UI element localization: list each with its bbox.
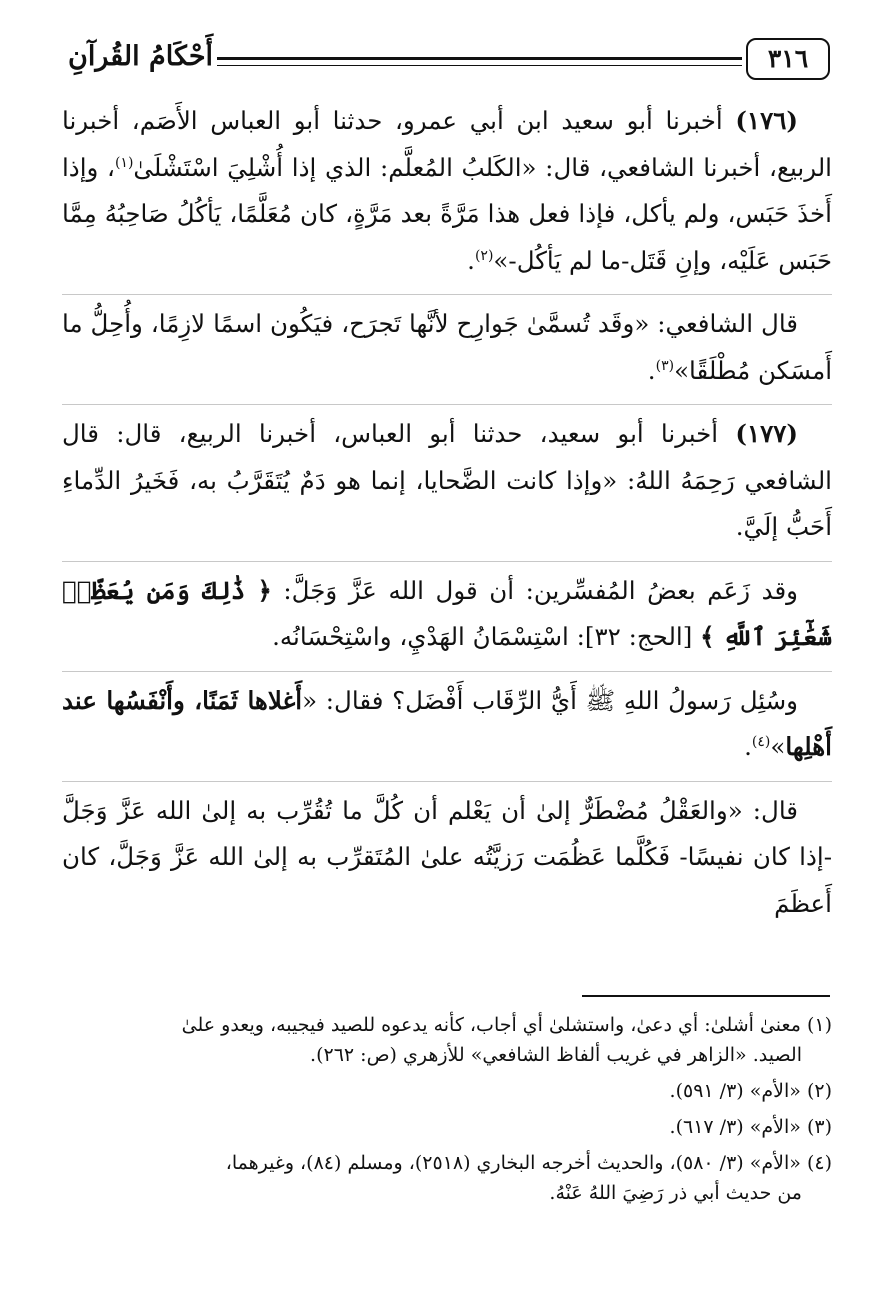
header-rule — [217, 57, 742, 66]
paragraph-text: أخبرنا أبو سعيد، حدثنا أبو العباس، أخبرنا الربيع، قال: قال الشافعي رَحِمَهُ اللهُ: «وإذا كانت الضَّحايا، إنما هو دَمٌ يُتَقَرَّبُ به، فَخَيرُ الدِّماءِ أَحَبُّ إلَيَّ. — [62, 419, 832, 541]
footnote-4 — [62, 1148, 832, 1208]
book-title: أَحْكَامُ القُرآنِ — [68, 40, 214, 72]
hadith-answer: أَغلاها ثَمَنًا، وأَنْفَسُها عند أَهْلِها — [62, 685, 832, 761]
paragraph-mufassirin — [62, 561, 832, 671]
quran-verse: ﴿ ذَٰلِكَ وَمَن يُعَظِّمۡ شَعَٰٓئِرَ ٱللَّهِ ﴾ — [62, 575, 832, 651]
footnote-label: (١) — [806, 1014, 832, 1036]
paragraph-177 — [62, 404, 832, 561]
paragraph-text: وسُئِل رَسولُ اللهِ ﷺ أَيُّ الرِّقَاب أَفْضَل؟ فقال: « — [302, 685, 799, 715]
paragraph-aql — [62, 781, 832, 938]
paragraph-text: ، وإذا أَخذَ حَبَس، ولم يأكل، فإذا فعل هذا مَرَّةً بعد مَرَّةٍ، كان مُعَلَّمًا، يَأكُلُ صَاحِبُهُ مِمَّا حَبَس عَلَيْه، وإنِ قَتَل-ما لم يَأكُل-» — [62, 152, 832, 275]
page-number: ٣١٦ — [746, 38, 830, 80]
paragraph-text: أخبرنا أبو سعيد ابن أبي عمرو، حدثنا أبو العباس الأَصَم، أخبرنا الربيع، أخبرنا الشافعي، قال: «الكَلبُ المُعلَّم: الذي إذا أُشْلِيَ اسْتَشْلَىٰ — [62, 106, 832, 182]
footnote-separator — [582, 995, 830, 997]
footnote-text: «الأم» (٣/ ٥٨٠)، والحديث أخرجه البخاري (٢٥١٨)، ومسلم (٨٤)، وغيرهما، — [225, 1152, 801, 1174]
footnote-ref[interactable]: (١) — [114, 154, 134, 171]
footnote-label: (٢) — [806, 1080, 832, 1102]
footnote-ref[interactable]: (٣) — [655, 357, 675, 374]
footnote-label: (٤) — [806, 1152, 832, 1174]
paragraph-riqab: وسُئِل رَسولُ اللهِ ﷺ أَيُّ الرِّقَاب أَفْضَل؟ فقال: «أَغلاها ثَمَنًا، وأَنْفَسُها عند أَهْلِها»$^{(٤)}$. — [62, 671, 832, 781]
footnote-ref[interactable]: (٤) — [751, 733, 771, 750]
footnote-1 — [62, 1010, 832, 1070]
paragraph-176: (١٧٦) أخبرنا أبو سعيد ابن أبي عمرو، حدثنا أبو العباس الأَصَم، أخبرنا الربيع، أخبرنا الشافعي، قال: «الكَلبُ المُعلَّم: الذي إذا أُشْلِيَ اسْتَشْلَىٰ$^{(١)}$، وإذا أَخذَ حَبَس، ولم يأكل، فإذا فعل هذا مَرَّةً بعد مَرَّةٍ، كان مُعَلَّمًا، يَأكُلُ صَاحِبُهُ مِمَّا حَبَس عَلَيْه، وإنِ قَتَل-ما لم يَأكُل-»$^{(٢)}$. — [62, 106, 832, 275]
paragraph-text: قال الشافعي: «وقَد تُسمَّىٰ جَوارِح لأنَّها تَجرَح، فيَكُون اسمًا لازِمًا، وأُحِلُّ ما أَمسَكن مُطْلَقًا» — [62, 309, 832, 385]
footnote-text: «الأم» (٣/ ٦١٧). — [669, 1116, 801, 1138]
footnote-ref[interactable]: (٢) — [474, 247, 494, 264]
main-text — [62, 92, 832, 937]
report-number: (١٧٦) — [735, 106, 798, 135]
report-number: (١٧٧) — [735, 419, 799, 448]
footnote-2 — [62, 1076, 832, 1106]
paragraph-text: [الحج: ٣٢]: اسْتِسْمَانُ الهَدْيِ، واسْتِحْسَانُه. — [272, 622, 693, 651]
footnote-text: «الأم» (٣/ ٥٩١). — [669, 1080, 801, 1102]
footnote-text: من حديث أبي ذر رَضِيَ اللهُ عَنْهُ. — [549, 1182, 802, 1204]
paragraph-text: قال: «والعَقْلُ مُضْطَرٌّ إلىٰ أن يَعْلم أن كُلَّ ما تُقُرِّب به إلىٰ الله عَزَّ وَجَلَّ -إذا كان نفيسًا- فَكُلَّما عَظُمَت رَزيَّتُه علىٰ المُتَقرِّب به إلىٰ الله عَزَّ وَجَلَّ، كان أَعظَمَ — [62, 795, 832, 918]
footnote-label: (٣) — [806, 1116, 832, 1138]
footnote-text: معنىٰ أشلىٰ: أي دعىٰ، واستشلىٰ أي أجاب، كأنه يدعوه للصيد فيجيبه، ويعدو علىٰ — [181, 1014, 801, 1036]
paragraph-text: وقد زَعَم بعضُ المُفسِّرين: أن قول الله عَزَّ وَجَلَّ: — [283, 575, 798, 605]
footnote-text: الصيد. «الزاهر في غريب ألفاظ الشافعي» للأزهري (ص: ٢٦٢). — [310, 1044, 802, 1066]
footnotes — [62, 1010, 832, 1214]
footnote-3 — [62, 1112, 832, 1142]
paragraph-shafii-jawarih: قال الشافعي: «وقَد تُسمَّىٰ جَوارِح لأنَّها تَجرَح، فيَكُون اسمًا لازِمًا، وأُحِلُّ ما أَمسَكن مُطْلَقًا»$^{(٣)}$. — [62, 294, 832, 404]
running-header — [62, 30, 830, 82]
